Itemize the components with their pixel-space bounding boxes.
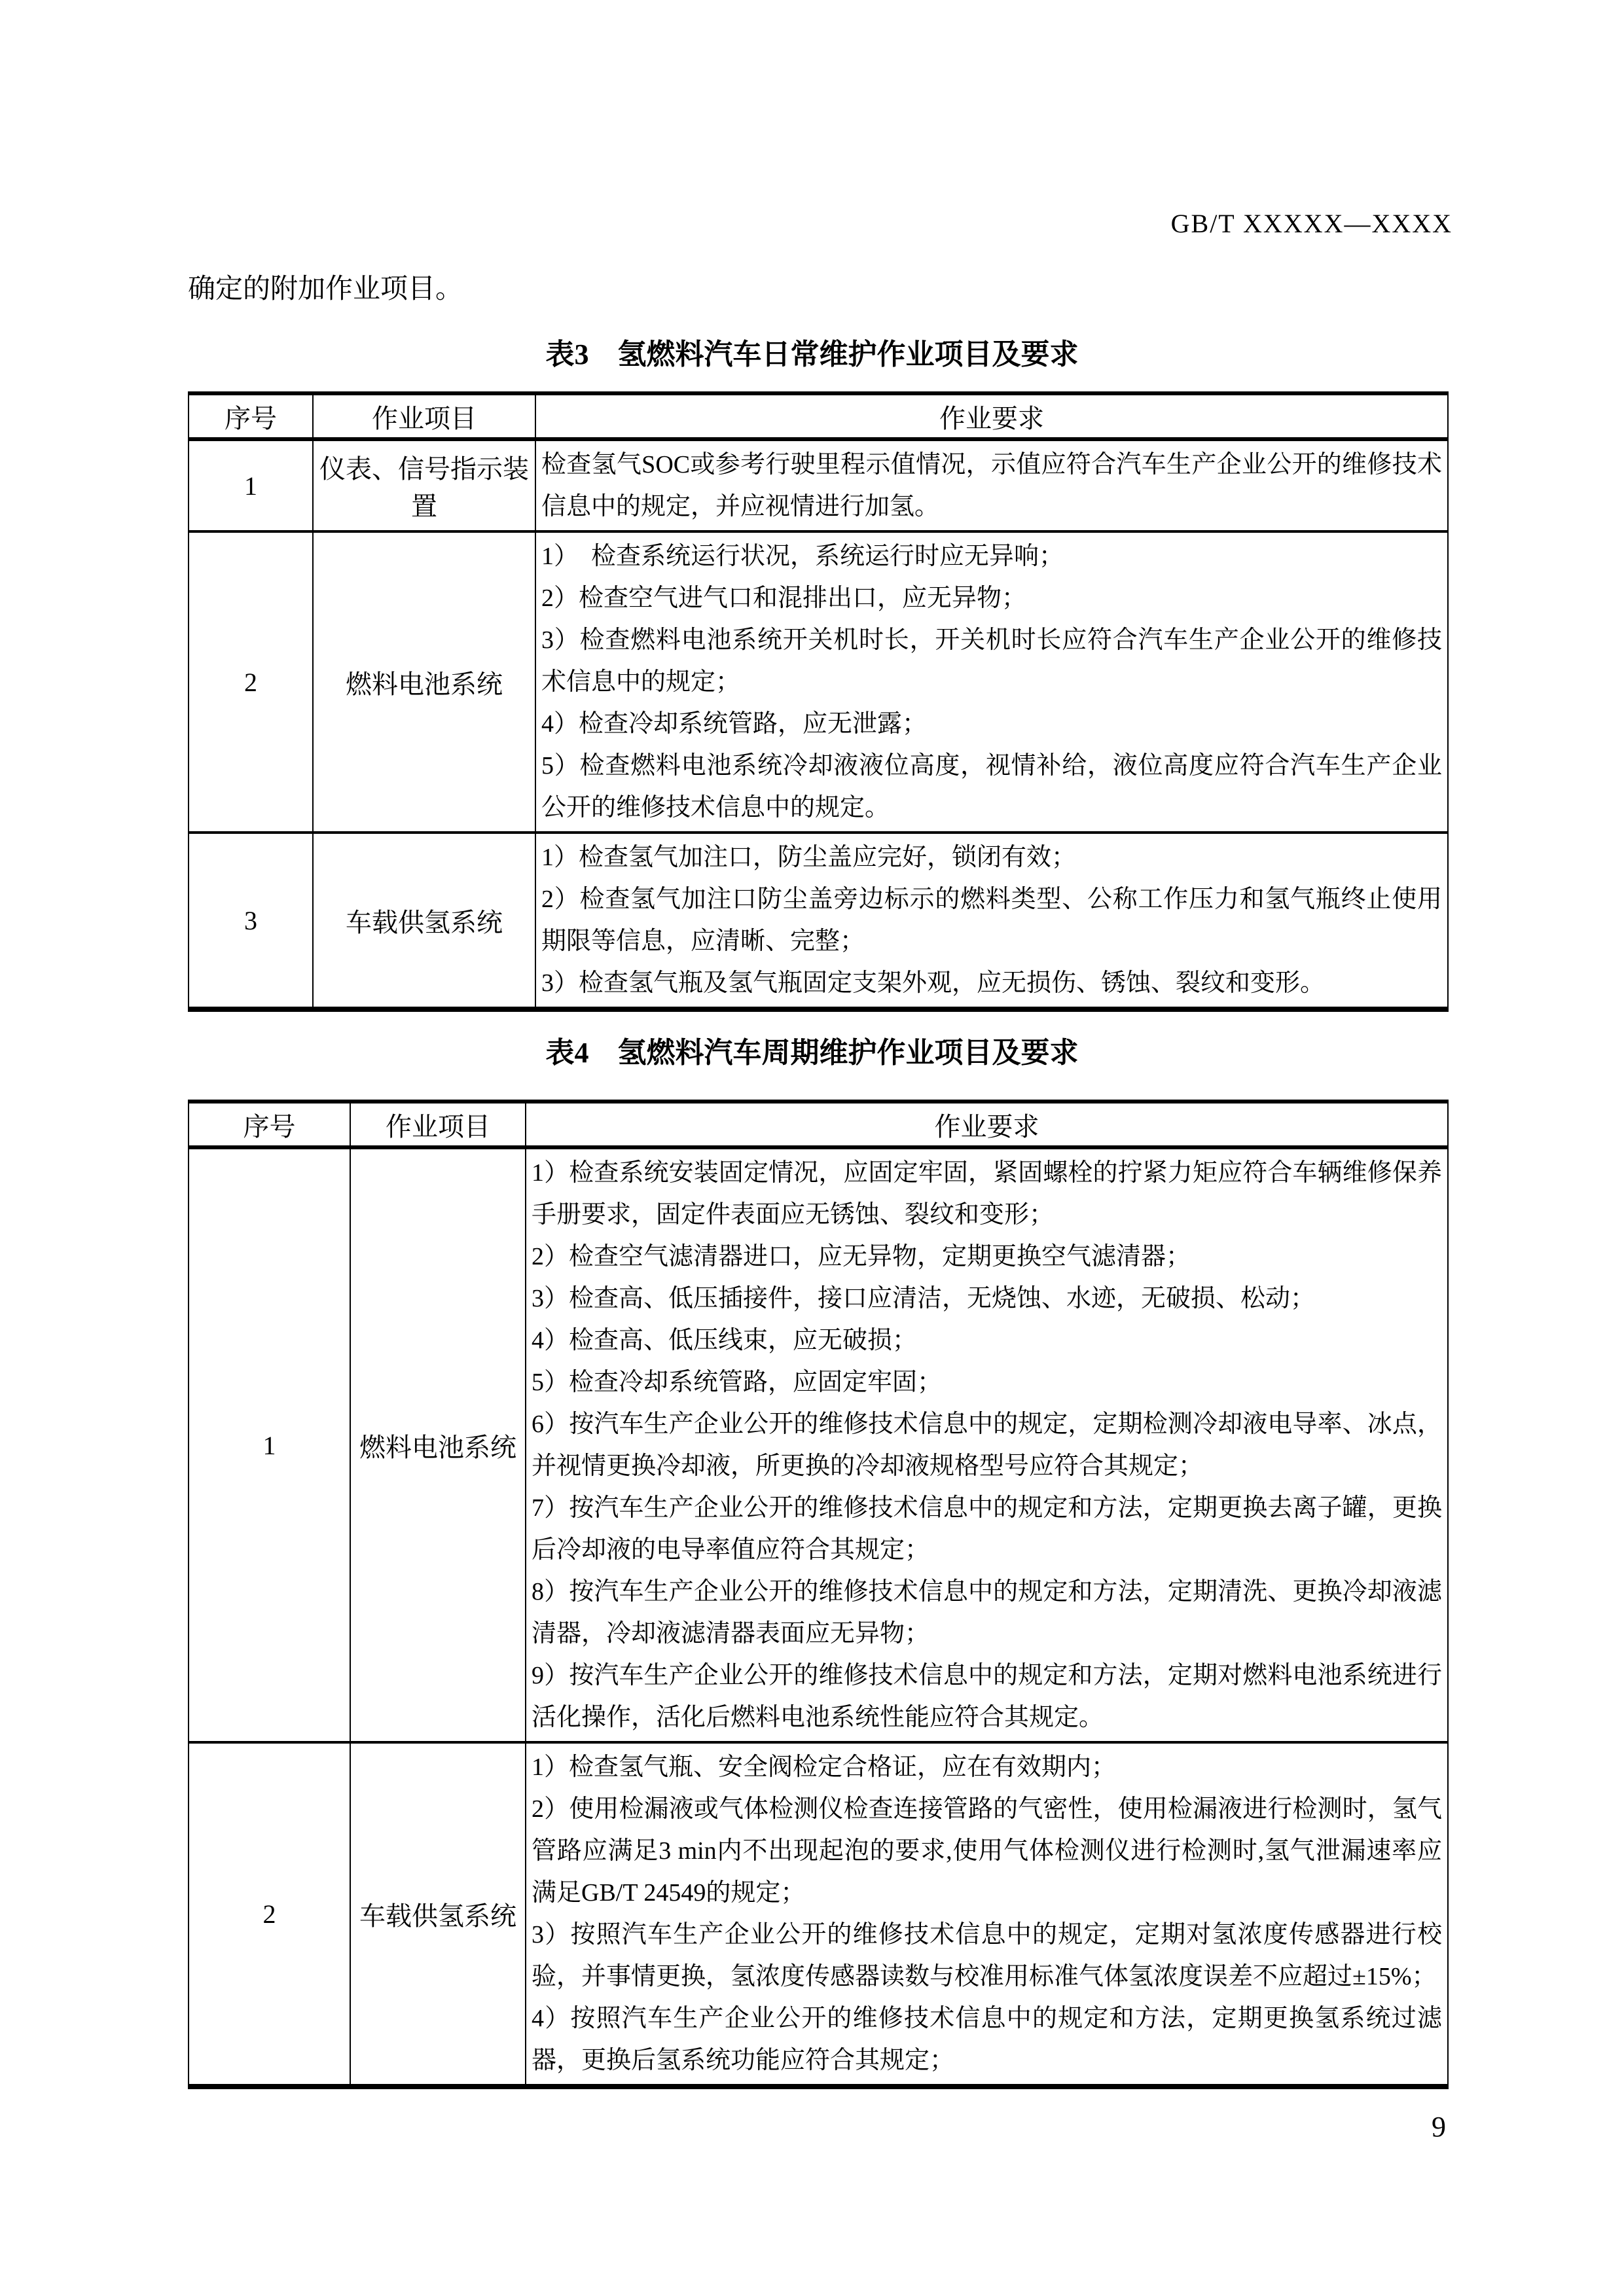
- row-number: 1: [244, 471, 257, 501]
- requirement-line: 检查氢气SOC或参考行驶里程示值情况，示值应符合汽车生产企业公开的维修技术信息中的规定，并应视情进行加氢。: [541, 451, 1442, 520]
- table-row: [189, 439, 1448, 531]
- table4-header-row: [189, 1102, 1448, 1147]
- requirement-line: 6）按汽车生产企业公开的维修技术信息中的规定，定期检测冷却液电导率、冰点，并视情更换冷却液，所更换的冷却液规格型号应符合其规定；: [532, 1410, 1442, 1480]
- work-item: 燃料电池系统: [350, 1147, 526, 1742]
- requirement-line: 3）检查氢气瓶及氢气瓶固定支架外观，应无损伤、锈蚀、裂纹和变形。: [541, 969, 1326, 997]
- requirement-line: 4）检查冷却系统管路，应无泄露；: [541, 710, 928, 738]
- table-row: [189, 1147, 1448, 1742]
- requirement-line: 3）检查燃料电池系统开关机时长，开关机时长应符合汽车生产企业公开的维修技术信息中的规定；: [541, 626, 1442, 696]
- work-item: 车载供氢系统: [313, 833, 535, 1009]
- table4-col-header-req: 作业要求: [526, 1102, 1448, 1147]
- work-item: 车载供氢系统: [350, 1742, 526, 2087]
- requirement-line: 1） 检查系统运行状况，系统运行时应无异响；: [541, 543, 1064, 570]
- table3-col-header-item: 作业项目: [313, 393, 535, 439]
- work-item: 燃料电池系统: [313, 531, 535, 833]
- work-item: 仪表、信号指示装置: [313, 439, 535, 531]
- table4-col-header-item: 作业项目: [350, 1102, 526, 1147]
- table4: [188, 1100, 1449, 2089]
- requirement-line: 1）检查系统安装固定情况，应固定牢固，紧固螺栓的拧紧力矩应符合车辆维修保养手册要求，固定件表面应无锈蚀、裂纹和变形；: [532, 1159, 1442, 1229]
- table3: [188, 391, 1449, 1012]
- standard-code: GB/T XXXXX—XXXX: [1170, 209, 1453, 238]
- row-number: 1: [262, 1430, 276, 1460]
- requirement-line: 9）按汽车生产企业公开的维修技术信息中的规定和方法，定期对燃料电池系统进行活化操作，活化后燃料电池系统性能应符合其规定。: [532, 1662, 1442, 1731]
- table-row: [189, 531, 1448, 833]
- table4-col-header-no: 序号: [189, 1102, 350, 1147]
- requirement-line: 3）按照汽车生产企业公开的维修技术信息中的规定，定期对氢浓度传感器进行校验，并事情更换，氢浓度传感器读数与校准用标准气体氢浓度误差不应超过±15%；: [532, 1921, 1442, 1990]
- table3-header-row: [189, 393, 1448, 439]
- requirement-line: 4）按照汽车生产企业公开的维修技术信息中的规定和方法，定期更换氢系统过滤器，更换后氢系统功能应符合其规定；: [532, 2005, 1442, 2074]
- intro-paragraph: 确定的附加作业项目。: [188, 274, 463, 304]
- row-number: 3: [189, 833, 313, 1009]
- requirement-line: 2）检查空气滤清器进口，应无异物，定期更换空气滤清器；: [532, 1243, 1191, 1270]
- table3-col-header-req: 作业要求: [535, 393, 1448, 439]
- table-row: [189, 833, 1448, 1009]
- table4-title: 表4 氢燃料汽车周期维护作业项目及要求: [545, 1037, 1079, 1069]
- work-requirements: [535, 833, 1448, 1009]
- work-requirements: [526, 1742, 1448, 2087]
- requirement-line: 5）检查燃料电池系统冷却液液位高度，视情补给，液位高度应符合汽车生产企业公开的维修技术信息中的规定。: [541, 752, 1442, 821]
- requirement-line: 4）检查高、低压线束，应无破损；: [532, 1327, 918, 1354]
- requirement-line: 3）检查高、低压插接件，接口应清洁，无烧蚀、水迹，无破损、松动；: [532, 1285, 1316, 1312]
- work-requirements: [535, 439, 1448, 531]
- work-requirements: [526, 1147, 1448, 1742]
- requirement-line: 1）检查氢气加注口，防尘盖应完好，锁闭有效；: [541, 844, 1077, 871]
- requirement-line: 1）检查氢气瓶、安全阀检定合格证，应在有效期内；: [532, 1753, 1117, 1781]
- table3-col-header-no: 序号: [189, 393, 313, 439]
- requirement-line: 8）按汽车生产企业公开的维修技术信息中的规定和方法，定期清洗、更换冷却液滤清器，冷却液滤清器表面应无异物；: [532, 1578, 1442, 1647]
- row-number: 2: [189, 531, 313, 833]
- requirement-line: 2）检查氢气加注口防尘盖旁边标示的燃料类型、公称工作压力和氢气瓶终止使用期限等信息，应清晰、完整；: [541, 886, 1442, 955]
- requirement-line: 5）检查冷却系统管路，应固定牢固；: [532, 1369, 943, 1396]
- requirement-line: 2）使用检漏液或气体检测仪检查连接管路的气密性，使用检漏液进行检测时，氢气管路应满足3 min内不出现起泡的要求,使用气体检测仪进行检测时,氢气泄漏速率应满足GB/T 24549的规定；: [532, 1795, 1442, 1907]
- requirement-line: 7）按汽车生产企业公开的维修技术信息中的规定和方法，定期更换去离子罐，更换后冷却液的电导率值应符合其规定；: [532, 1494, 1442, 1564]
- table-row: [189, 1742, 1448, 2087]
- table3-title: 表3 氢燃料汽车日常维护作业项目及要求: [545, 338, 1079, 370]
- page-number: 9: [1432, 2111, 1446, 2143]
- row-number: 2: [189, 1742, 350, 2087]
- work-requirements: [535, 531, 1448, 833]
- requirement-line: 2）检查空气进气口和混排出口，应无异物；: [541, 584, 1027, 612]
